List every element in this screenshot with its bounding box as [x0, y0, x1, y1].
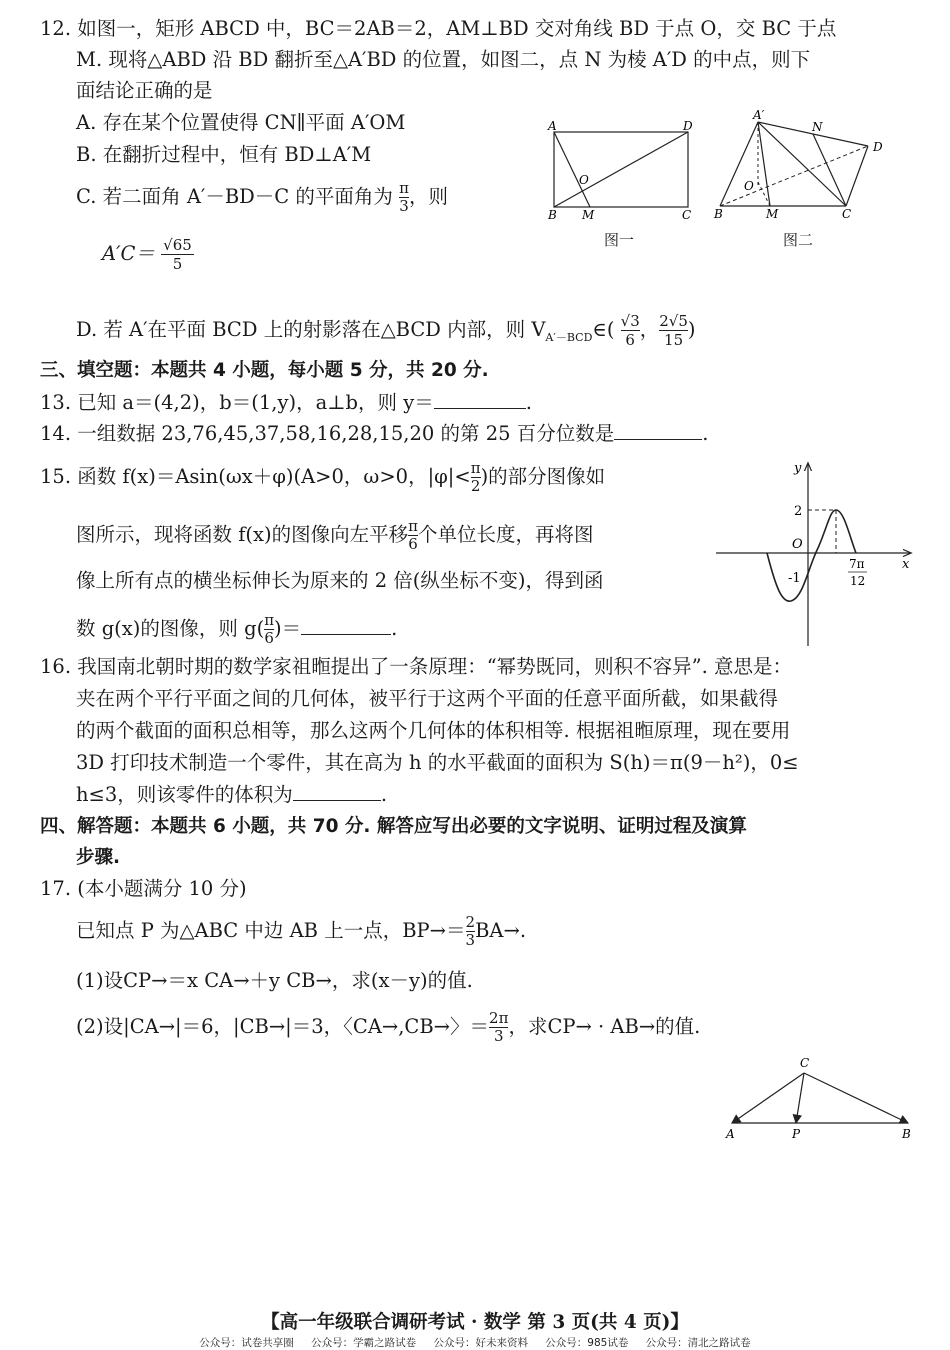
graph-max-label: 2: [794, 504, 803, 519]
q12-option-c-line2: [102, 236, 194, 273]
fig2-label-b: B: [714, 207, 723, 221]
q17-part1: (1)设CP→＝x CA→＋y CB→，求(x－y)的值.: [76, 969, 473, 992]
q15-line4-pre: 数 g(x)的图像，则 g(: [76, 617, 265, 640]
q17-part2: [76, 1010, 700, 1045]
q15-line4: [76, 612, 397, 647]
q16-line5: [76, 780, 387, 810]
q15-line1-pre: 15. 函数 f(x)＝Asin(ωx＋φ)(A>0，ω>0，|φ|<: [40, 465, 471, 488]
q12-option-c-frac-den: 3: [399, 197, 409, 215]
section-4-heading: 四、解答题：本题共 6 小题，共 70 分. 解答应写出必要的文字说明、证明过程及演算: [40, 816, 747, 837]
q12-option-c-value-den: 5: [172, 255, 183, 273]
q15-l4-den: 6: [264, 629, 274, 647]
q12-figure-2: [708, 106, 898, 224]
fig1-label-m: M: [582, 208, 595, 222]
q12-option-d: [76, 312, 696, 353]
q17-stem-pre: 已知点 P 为△ABC 中边 AB 上一点，BP→＝: [76, 919, 466, 942]
q15-l2-num: π: [408, 517, 418, 535]
q15-line3: 像上所有点的横坐标伸长为原来的 2 倍(纵坐标不变)，得到函: [76, 569, 604, 592]
q12-line1: 12. 如图一，矩形 ABCD 中，BC＝2AB＝2，AM⊥BD 交对角线 BD 于点 O，交 BC 于点: [40, 17, 837, 40]
q14: [40, 419, 708, 449]
fig2-label-c: C: [842, 207, 852, 221]
fig2-label-n: N: [812, 120, 823, 134]
q15-line2-pre: 图所示，现将函数 f(x)的图像向左平移: [76, 523, 409, 546]
q16-line5-text: h≤3，则该零件的体积为: [76, 783, 293, 806]
q15-line2-post: 个单位长度，再将图: [418, 523, 594, 546]
q12-option-d-text: D. 若 A′在平面 BCD 上的射影落在△BCD 内部，则 V: [76, 318, 546, 341]
q16-line1: 16. 我国南北朝时期的数学家祖暅提出了一条原理：“幂势既同，则积不容异”. 意思是：: [40, 655, 793, 678]
q13: [40, 388, 532, 418]
q17-heading: 17. (本小题满分 10 分): [40, 877, 247, 900]
q17-stem-num: 2: [465, 913, 476, 931]
fig2-label-m: M: [766, 207, 779, 221]
q12-option-c-frac-num: π: [399, 179, 409, 197]
q17-part2-num: 2π: [489, 1009, 509, 1027]
section-3-heading: 三、填空题：本题共 4 小题，每小题 5 分，共 20 分.: [40, 360, 489, 381]
q17-stem-post: BA→.: [475, 919, 527, 942]
fig1-label-c: C: [682, 208, 692, 222]
publisher-credits: 公众号：试卷共享圈 公众号：学霸之路试卷 公众号：好未来资料 公众号：985试卷 公众号：清北之路试卷: [199, 1337, 751, 1349]
q12-option-a: A. 存在某个位置使得 CN∥平面 A′OM: [76, 111, 406, 134]
q15-answer-blank: [301, 614, 391, 635]
fig1-label-o: O: [579, 173, 589, 187]
q12-option-c-ac: A′C＝: [102, 242, 155, 265]
fig1-label-d: D: [683, 119, 693, 133]
q15-l1-num: π: [470, 459, 481, 477]
q13-end: .: [525, 391, 532, 414]
fig1-caption: 图一: [604, 231, 635, 249]
fig1-label-a: A: [548, 119, 557, 133]
q14-text: 14. 一组数据 23,76,45,37,58,16,28,15,20 的第 25 百分位数是: [40, 422, 615, 445]
graph-x-label: x: [902, 557, 910, 572]
q15-l1-den: 2: [470, 477, 481, 495]
fig2-label-d: D: [873, 140, 883, 154]
page-footer: 【高一年级联合调研考试 · 数学 第 3 页(共 4 页)】: [261, 1312, 689, 1333]
q15-end: .: [391, 617, 398, 640]
tri-label-b: B: [902, 1127, 911, 1141]
q15-line4-post: )＝: [274, 617, 302, 640]
q12-option-d-n1: √3: [620, 312, 640, 330]
q13-text: 13. 已知 a＝(4,2)，b＝(1,y)，a⊥b，则 y＝: [40, 391, 434, 414]
section-4-heading-cont: 步骤.: [76, 847, 121, 868]
q12-figure-1: [540, 118, 710, 228]
tri-label-p: P: [792, 1127, 801, 1141]
q12-option-c-pre: C. 若二面角 A′－BD－C 的平面角为: [76, 185, 393, 208]
q12-option-d-end: ): [687, 318, 696, 341]
q12-option-d-d1: 6: [625, 331, 635, 349]
q15-sine-graph: [712, 458, 917, 650]
q15-line1: [40, 460, 605, 495]
q12-option-d-comma: ，: [639, 318, 660, 341]
q17-triangle-figure: [718, 1052, 918, 1144]
fig2-label-o: O: [744, 179, 754, 193]
fig2-caption: 图二: [783, 231, 814, 249]
q12-option-d-in: ∈(: [592, 318, 615, 341]
q14-end: .: [702, 422, 709, 445]
q12-option-c-post: ，则: [408, 185, 448, 208]
q16-end: .: [380, 783, 388, 806]
q12-option-d-sub: A′－BCD: [545, 330, 593, 344]
q17-stem-den: 3: [465, 931, 476, 949]
graph-y-label: y: [794, 461, 802, 476]
q12-option-c-value-num: √65: [163, 236, 192, 254]
fig1-label-b: B: [548, 208, 557, 222]
q16-answer-blank: [293, 780, 381, 801]
graph-zero-den: 12: [850, 574, 866, 588]
q15-line2: [76, 518, 594, 553]
q17-part2-den: 3: [493, 1027, 504, 1045]
q14-answer-blank: [614, 419, 702, 440]
graph-origin-label: O: [792, 537, 803, 552]
tri-label-a: A: [726, 1127, 735, 1141]
q16-line4: 3D 打印技术制造一个零件，其在高为 h 的水平截面的面积为 S(h)＝π(9－h²)，0≤: [76, 751, 799, 774]
q12-option-c: [76, 180, 448, 215]
fig2-label-a-prime: A′: [753, 108, 765, 122]
q15-l2-den: 6: [408, 535, 418, 553]
tri-label-c: C: [800, 1056, 810, 1070]
q15-l4-num: π: [264, 611, 275, 629]
q12-line2: M. 现将△ABD 沿 BD 翻折至△A′BD 的位置，如图二，点 N 为棱 A′D 的中点，则下: [76, 48, 811, 71]
q12-line3: 面结论正确的是: [76, 79, 213, 102]
q13-answer-blank: [434, 388, 526, 409]
q12-option-d-d2: 15: [664, 331, 684, 349]
q12-option-d-n2: 2√5: [659, 312, 688, 330]
q15-line1-post: )的部分图像如: [480, 465, 606, 488]
q16-line2: 夹在两个平行平面之间的几何体，被平行于这两个平面的任意平面所截，如果截得: [76, 687, 779, 710]
graph-zero-num: 7π: [849, 557, 865, 571]
q12-option-b: B. 在翻折过程中，恒有 BD⊥A′M: [76, 143, 372, 166]
q17-part2-pre: (2)设|CA→|＝6，|CB→|＝3，〈CA→,CB→〉＝: [76, 1015, 490, 1038]
graph-neg1-label: -1: [788, 571, 801, 586]
q17-part2-post: ，求CP→ · AB→的值.: [508, 1015, 701, 1038]
q16-line3: 的两个截面的面积总相等，那么这两个几何体的体积相等. 根据祖暅原理，现在要用: [76, 719, 791, 742]
q17-stem: [76, 914, 526, 949]
